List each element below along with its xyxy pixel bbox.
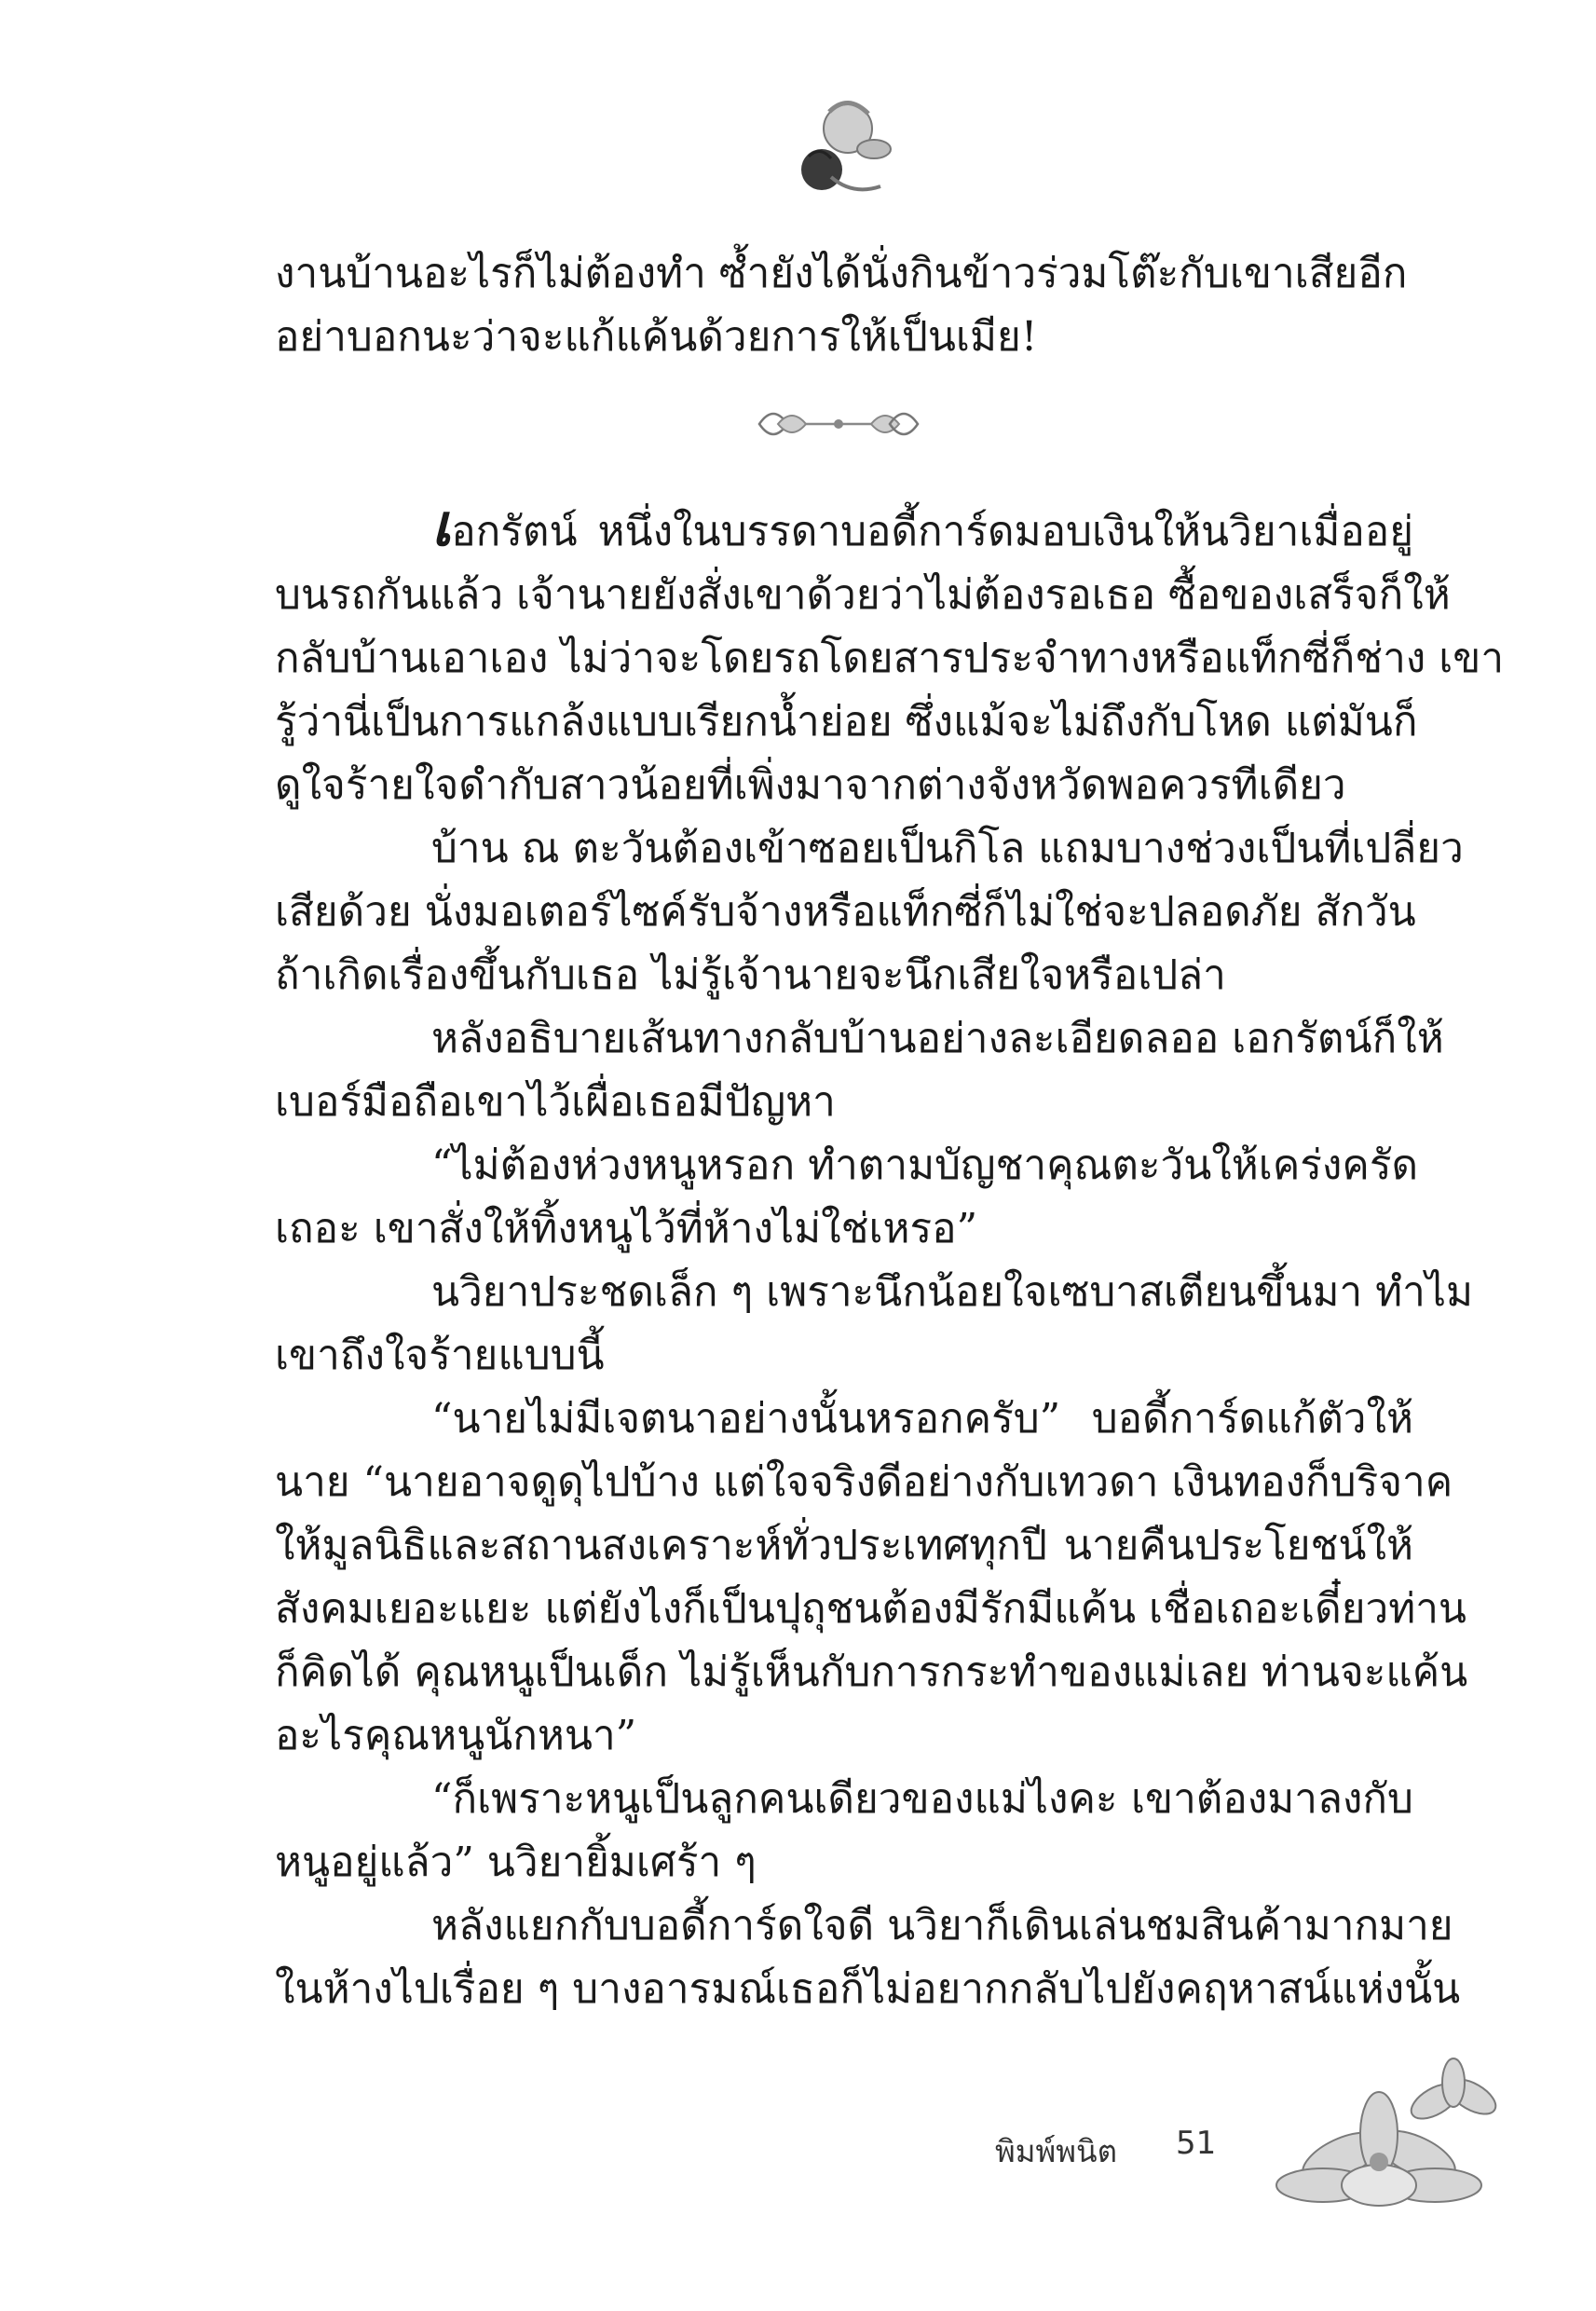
text-line: นวิยาประชดเล็ก ๆ เพราะนึกน้อยใจเซบาสเตียนขึ้นมา ทำไม <box>431 1268 1474 1316</box>
text-line: “นายไม่มีเจตนาอย่างนั้นหรอกครับ” บอดี้การ์ดแก้ตัวให้ <box>431 1395 1413 1443</box>
text-line: “ก็เพราะหนูเป็นลูกคนเดียวของแม่ไงคะ เขาต้องมาลงกับ <box>431 1775 1413 1823</box>
text-line: บ้าน ณ ตะวันต้องเข้าซอยเป็นกิโล แถมบางช่วงเป็นที่เปลี่ยว <box>431 825 1464 872</box>
text-line: อย่าบอกนะว่าจะแก้แค้นด้วยการให้เป็นเมีย! <box>275 313 1038 361</box>
text-line: นาย “นายอาจดูดุไปบ้าง แต่ใจจริงดีอย่างกับเทวดา เงินทองก็บริจาค <box>275 1458 1453 1506</box>
text-line: ถ้าเกิดเรื่องขึ้นกับเธอ ไม่รู้เจ้านายจะนึกเสียใจหรือเปล่า <box>275 951 1226 999</box>
text-line: หลังแยกกับบอดี้การ์ดใจดี นวิยาก็เดินเล่นชมสินค้ามากมาย <box>431 1902 1453 1949</box>
text-line: กลับบ้านเอาเอง ไม่ว่าจะโดยรถโดยสารประจำทางหรือแท็กซี่ก็ช่าง เขา <box>275 635 1505 682</box>
first-line-rest: อกรัตน์ หนึ่งในบรรดาบอดี้การ์ดมอบเงินให้นวิยาเมื่ออยู่ <box>451 508 1413 555</box>
text-line: หนูอยู่แล้ว” นวิยายิ้มเศร้า ๆ <box>275 1839 757 1886</box>
intro-paragraph <box>275 240 1413 367</box>
text-line: เถอะ เขาสั่งให้ทิ้งหนูไว้ที่ห้างไม่ใช่เหรอ” <box>275 1205 978 1252</box>
text-line: รู้ว่านี่เป็นการแกล้งแบบเรียกน้ำย่อย ซึ่งแม้จะไม่ถึงกับโหด แต่มันก็ <box>275 698 1418 745</box>
text-line: งานบ้านอะไรก็ไม่ต้องทำ ซ้ำยังได้นั่งกินข้าวร่วมโต๊ะกับเขาเสียอีก <box>275 250 1408 297</box>
text-line: ในห้างไปเรื่อย ๆ บางอารมณ์เธอก็ไม่อยากกลับไปยังคฤหาสน์แห่งนั้น <box>275 1965 1461 2013</box>
body-text <box>275 491 1505 2019</box>
scroll-divider-icon <box>750 396 927 452</box>
lotus-flower-icon <box>1248 2045 1528 2232</box>
text-line: สังคมเยอะแยะ แต่ยังไงก็เป็นปุถุชนต้องมีรักมีแค้น เชื่อเถอะเดี๋ยวท่าน <box>275 1585 1467 1633</box>
text-line: บนรถกันแล้ว เจ้านายยังสั่งเขาด้วยว่าไม่ต้องรอเธอ ซื้อของเสร็จก็ให้ <box>275 571 1451 619</box>
text-line: เสียด้วย นั่งมอเตอร์ไซค์รับจ้างหรือแท็กซี่ก็ไม่ใช่จะปลอดภัย สักวัน <box>275 888 1416 936</box>
first-line <box>275 491 1413 562</box>
page-number: 51 <box>1176 2125 1217 2162</box>
text-line: อะไรคุณหนูนักหนา” <box>275 1712 637 1759</box>
footer-book-title: พิมพ์พนิต <box>995 2133 1118 2169</box>
text-line: ก็คิดได้ คุณหนูเป็นเด็ก ไม่รู้เห็นกับการกระทำของแม่เลย ท่านจะแค้น <box>275 1648 1468 1696</box>
text-line: ให้มูลนิธิและสถานสงเคราะห์ทั่วประเทศทุกปี นายคืนประโยชน์ให้ <box>275 1522 1413 1569</box>
text-line: เบอร์มือถือเขาไว้เผื่อเธอมีปัญหา <box>275 1078 836 1126</box>
text-line: เขาถึงใจร้ายแบบนี้ <box>275 1332 605 1379</box>
text-line: “ไม่ต้องห่วงหนูหรอก ทำตามบัญชาคุณตะวันให้เคร่งครัด <box>431 1142 1419 1189</box>
text-line: ดูใจร้ายใจดำกับสาวน้อยที่เพิ่งมาจากต่างจังหวัดพอควรทีเดียว <box>275 761 1346 809</box>
dropcap: เ <box>431 491 452 559</box>
cupid-ornament-icon <box>764 84 904 214</box>
text-line: หลังอธิบายเส้นทางกลับบ้านอย่างละเอียดลออ เอกรัตน์ก็ให้ <box>431 1015 1444 1062</box>
